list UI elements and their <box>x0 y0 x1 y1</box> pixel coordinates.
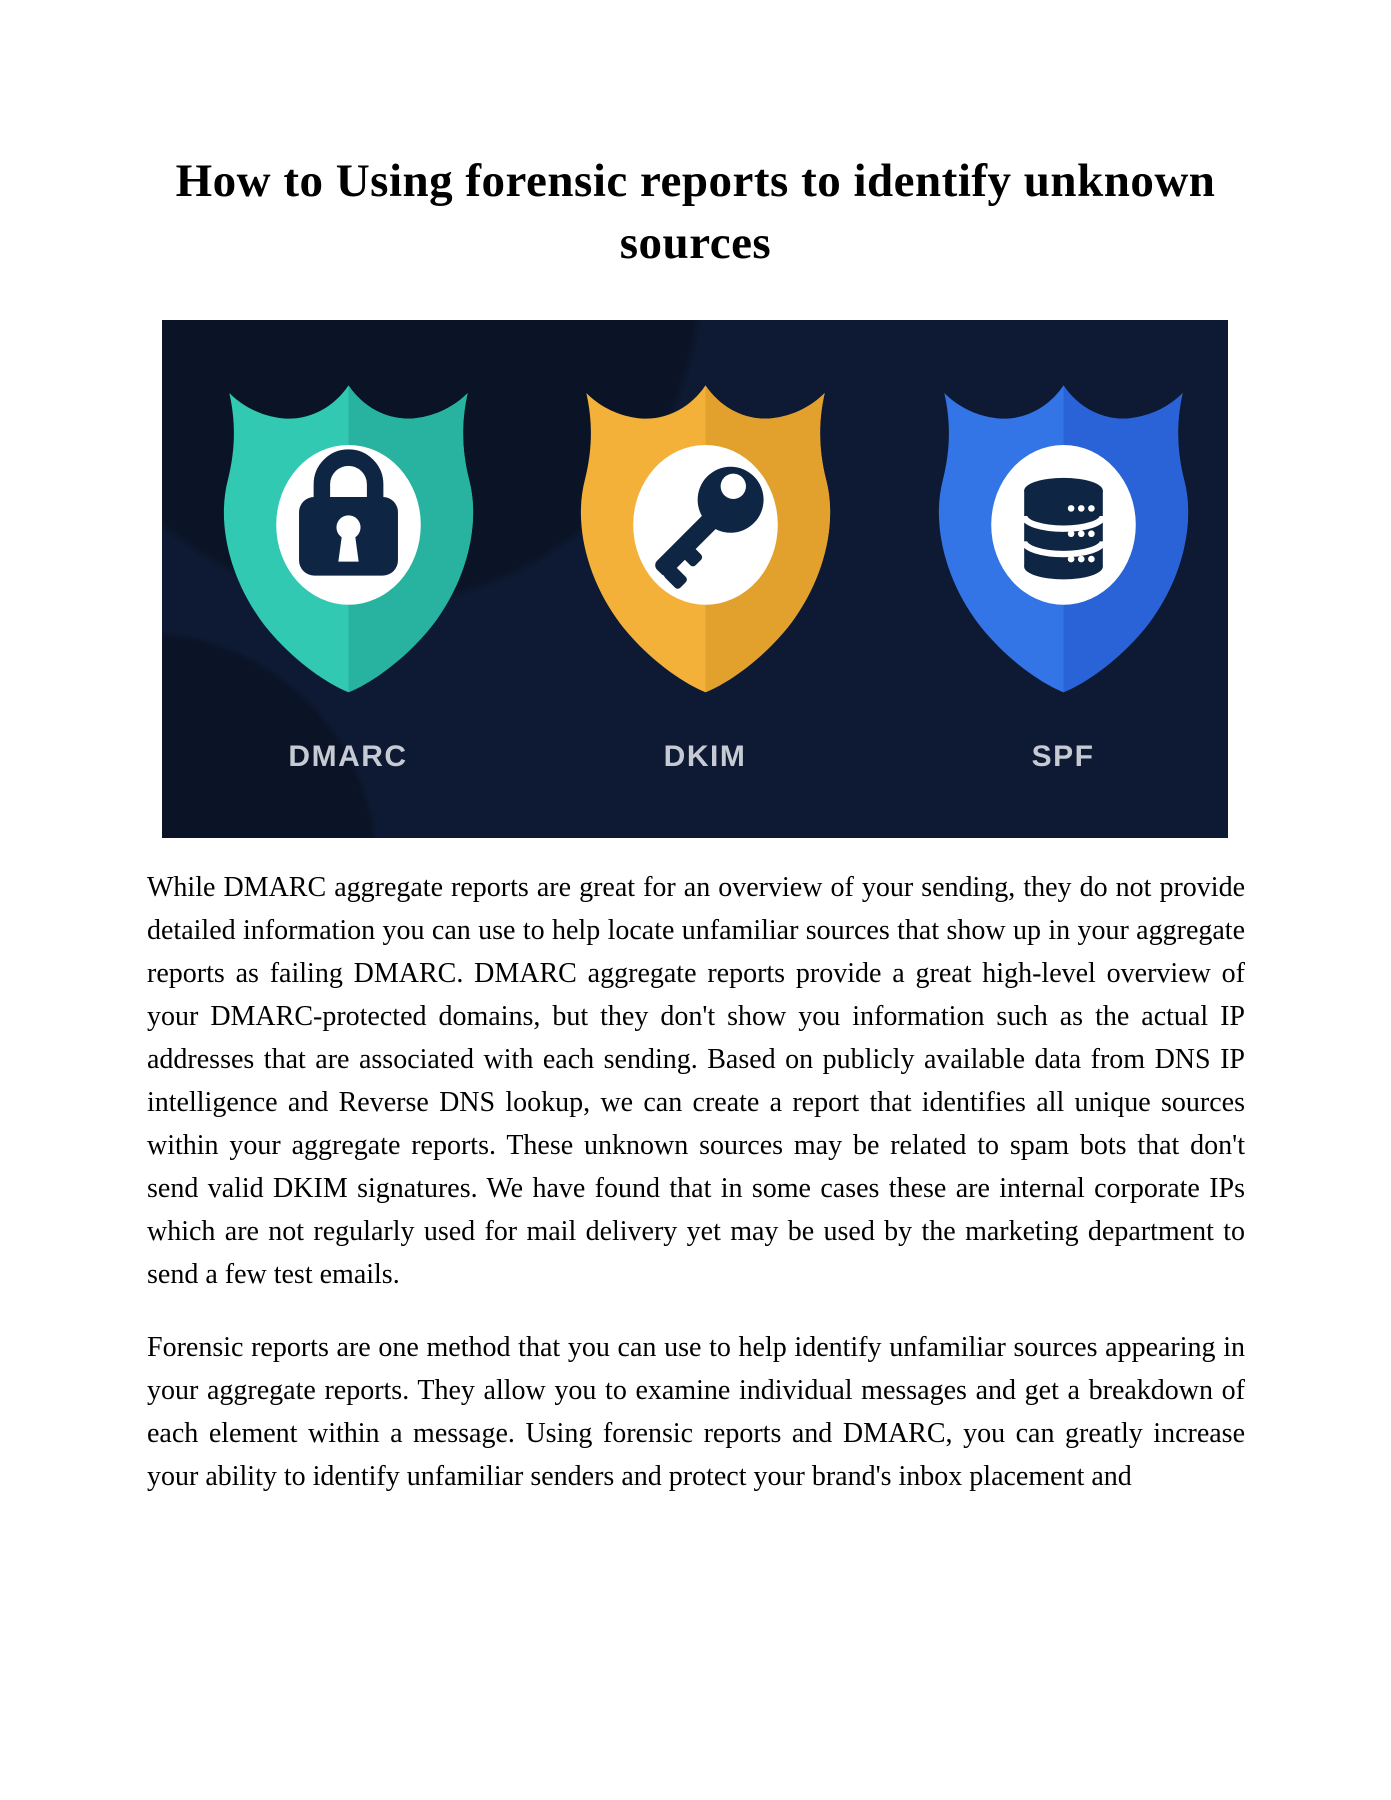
shield-label-dkim: DKIM <box>663 740 747 773</box>
body-paragraph: While DMARC aggregate reports are great for an overview of your sending, they do not provide detailed information you can use to help locate unfamiliar sources that show up in your aggregate reports as failing DMARC. DMARC aggregate reports provide a great high-level overview of your DMARC-protected domains, but they don't show you information such as the actual IP addresses that are associated with each sending. Based on publicly available data from DNS IP intelligence and Reverse DNS lookup, we can create a report that identifies all unique sources within your aggregate reports. These unknown sources may be related to spam bots that don't send valid DKIM signatures. We have found that in some cases these are internal corporate IPs which are not regularly used for mail delivery yet may be used by the marketing department to send a few test emails. <box>147 872 1245 1290</box>
shield-label-spf: SPF <box>1031 740 1095 773</box>
shield-label-dmarc: DMARC <box>288 740 408 773</box>
page-title: How to Using forensic reports to identify unknown sources <box>175 155 1216 269</box>
dkim-shield <box>555 370 855 774</box>
shield-icon <box>924 370 1203 700</box>
shield-icon <box>566 370 845 700</box>
shield-icon <box>209 370 488 700</box>
dmarc-shield <box>198 370 498 774</box>
hero-image <box>162 320 1228 838</box>
body-paragraph: Forensic reports are one method that you can use to help identify unfamiliar sources appearing in your aggregate reports. They allow you to examine individual messages and get a breakdown of each element within a message. Using forensic reports and DMARC, you can greatly increase your ability to identify unfamiliar senders and protect your brand's inbox placement and <box>147 1332 1245 1492</box>
article-body <box>147 866 1245 1528</box>
database-icon <box>1024 478 1103 579</box>
spf-shield <box>913 370 1213 774</box>
